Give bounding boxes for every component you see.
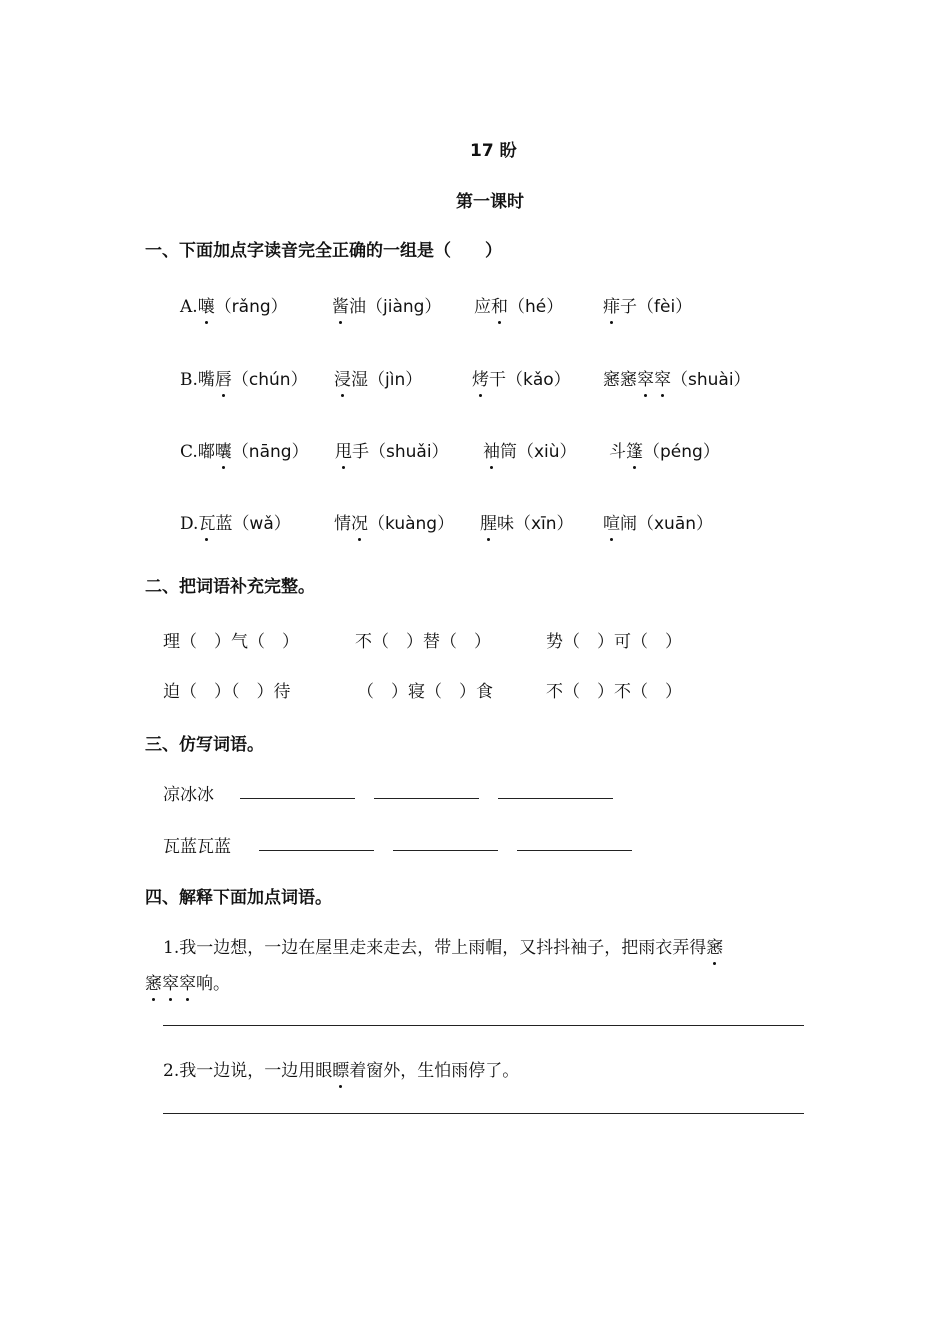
answer-line[interactable] bbox=[393, 850, 498, 851]
option-a-2: 酱油（jiàng） bbox=[332, 292, 441, 317]
q2-r1-c2: 不（ ）替（ ） bbox=[355, 632, 491, 652]
q4-heading: 四、解释下面加点词语。 bbox=[145, 888, 332, 908]
option-c-4: 斗篷（péng） bbox=[609, 437, 720, 462]
answer-line[interactable] bbox=[163, 1025, 804, 1026]
option-c: C.嘟囔（nāng） bbox=[180, 437, 309, 462]
q2-r1-c3: 势（ ）可（ ） bbox=[546, 632, 682, 652]
lesson-subtitle: 第一课时 bbox=[456, 192, 524, 212]
option-b-4: 窸窸窣窣（shuài） bbox=[603, 365, 751, 390]
lesson-title: 17 盼 bbox=[470, 141, 517, 161]
answer-line[interactable] bbox=[240, 798, 355, 799]
option-a-4: 痱子（fèi） bbox=[603, 292, 692, 317]
option-c-3: 袖筒（xiù） bbox=[483, 437, 577, 462]
q4-sentence-1-cont: 窸窣窣响。 bbox=[145, 969, 230, 994]
option-d-2: 情况（kuàng） bbox=[334, 509, 454, 534]
option-b-2: 浸湿（jìn） bbox=[334, 365, 422, 390]
q4-sentence-2: 2.我一边说，一边用眼瞟着窗外，生怕雨停了。 bbox=[163, 1056, 519, 1081]
answer-line[interactable] bbox=[259, 850, 374, 851]
q3-heading: 三、仿写词语。 bbox=[145, 735, 264, 755]
answer-line[interactable] bbox=[498, 798, 613, 799]
option-b: B.嘴唇（chún） bbox=[180, 365, 308, 390]
option-b-3: 烤干（kǎo） bbox=[472, 365, 571, 390]
q4-sentence-1: 1.我一边想，一边在屋里走来走去，带上雨帽，又抖抖袖子，把雨衣弄得窸 bbox=[163, 933, 723, 958]
q2-heading: 二、把词语补充完整。 bbox=[145, 577, 315, 597]
q1-heading: 一、下面加点字读音完全正确的一组是（ ） bbox=[145, 241, 502, 261]
q3-example-2: 瓦蓝瓦蓝 bbox=[163, 837, 231, 857]
option-d-4: 喧闹（xuān） bbox=[603, 509, 713, 534]
answer-line[interactable] bbox=[374, 798, 479, 799]
option-c-2: 甩手（shuǎi） bbox=[335, 437, 449, 462]
answer-line[interactable] bbox=[163, 1113, 804, 1114]
q2-r2-c2: （ ）寝（ ）食 bbox=[357, 682, 493, 702]
q2-r2-c1: 迫（ ）（ ）待 bbox=[163, 682, 291, 702]
q2-r2-c3: 不（ ）不（ ） bbox=[546, 682, 682, 702]
option-d: D.瓦蓝（wǎ） bbox=[180, 509, 291, 534]
q3-example-1: 凉冰冰 bbox=[163, 785, 214, 805]
option-a-3: 应和（hé） bbox=[474, 292, 563, 317]
option-a: A.嚷（rǎng） bbox=[180, 292, 288, 317]
answer-line[interactable] bbox=[517, 850, 632, 851]
option-d-3: 腥味（xīn） bbox=[480, 509, 574, 534]
q2-r1-c1: 理（ ）气（ ） bbox=[163, 632, 299, 652]
